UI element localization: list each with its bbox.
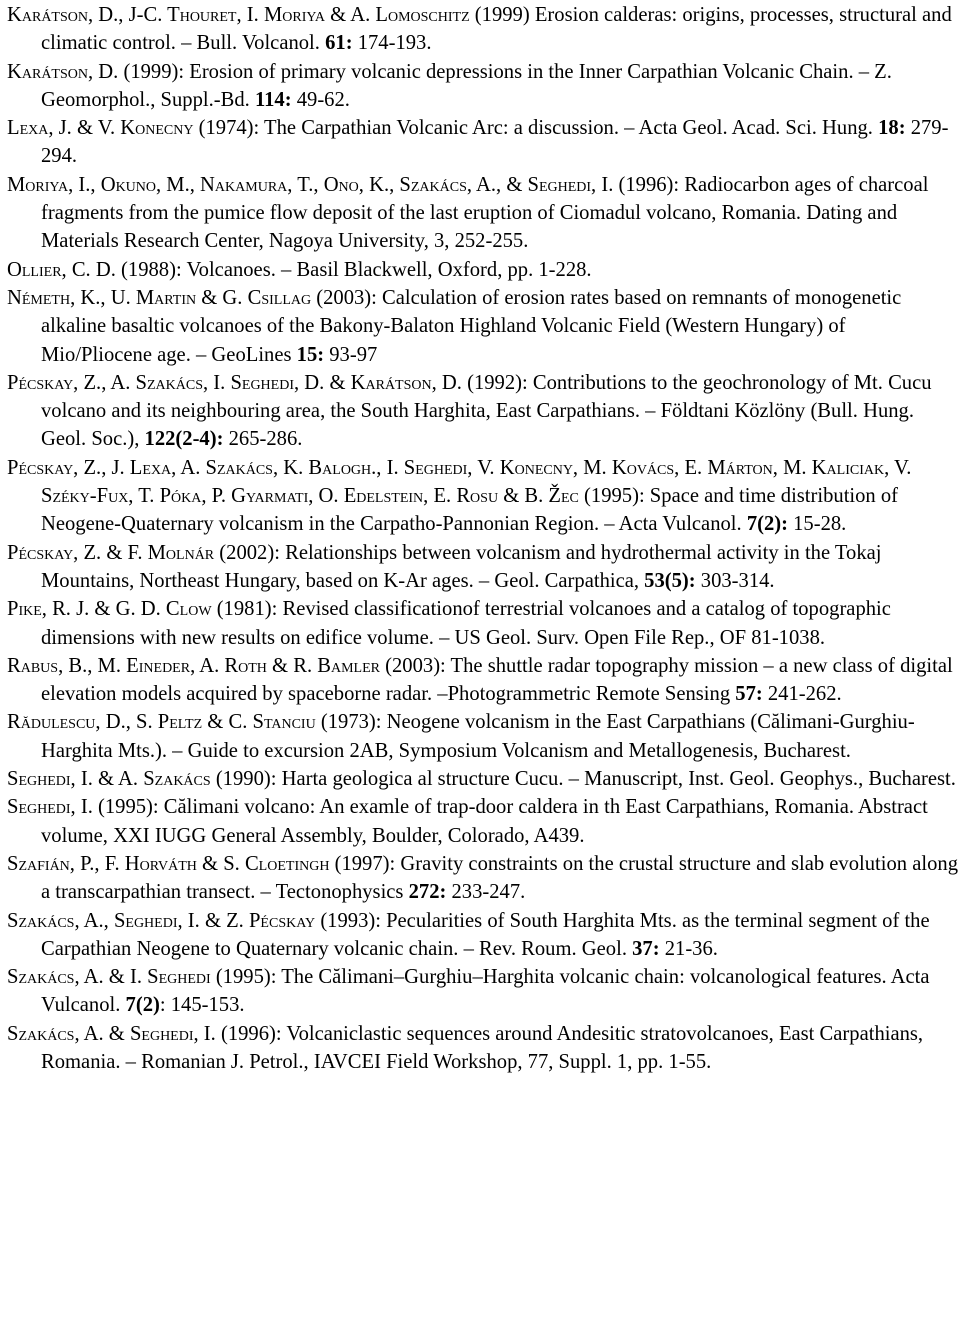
reference-text: (1999): Erosion of primary volcanic depressions in the Inner Carpathian Volcanic Chain. – Z. Geomorphol., Suppl.-Bd. [41,60,892,111]
reference-text: (1990): Harta geologica al structure Cucu. – Manuscript, Inst. Geol. Geophys., Bucharest. [210,768,956,791]
reference-text: (1995): The Călimani–Gurghiu–Harghita volcanic chain: volcanological features. Acta Vulcanol. [41,966,930,1017]
reference-entry [7,963,960,1020]
reference-authors: Szakács, A. & I. Seghedi [7,966,211,989]
reference-authors: Seghedi, I. [7,796,93,819]
reference-volume: 37: [632,937,660,960]
reference-entry [7,1020,960,1077]
reference-text: (1997): Gravity constraints on the crustal structure and slab evolution along a transcarpathian transect. – Tectonophysics [41,852,958,904]
reference-text: 279-294. [41,117,949,168]
reference-text: (1981): Revised classificationof terrestrial volcanoes and a catalog of topographic dimensions with new results on edifice volume. – US Geol. Surv. Open File Rep., OF 81-1038. [41,598,891,649]
reference-entry [7,256,960,284]
reference-authors: Szafián, P., F. Horváth & S. Cloetingh [7,852,330,875]
reference-volume: 61: [325,32,353,55]
reference-authors: Karátson, D. [7,60,119,83]
reference-volume: 15: [296,343,325,366]
reference-text: (1974): The Carpathian Volcanic Arc: a discussion. – Acta Geol. Acad. Sci. Hung. [193,117,879,140]
reference-entry [7,850,960,907]
reference-text: (1999) Erosion calderas: origins, processes, structural and climatic control. – Bull. Volcanol. [41,4,952,55]
reference-authors: Rădulescu, D., S. Peltz & C. Stanciu [7,711,316,734]
reference-entry [7,793,960,850]
reference-volume: 7(2) [125,994,160,1017]
reference-authors: Karátson, D., J-C. Thouret, I. Moriya & A. Lomoschitz [7,4,470,26]
reference-authors: Pécskay, Z., J. Lexa, A. Szakács, K. Balogh., I. Seghedi, V. Konecny, M. Kovács, E. Márton, M. Kaliciak, V. Széky-Fux, T. Póka, P. Gyarmati, O. Edelstein, E. Rosu & B. Žec [7,456,912,508]
reference-text: (2002): Relationships between volcanism and hydrothermal activity in the Tokaj Mountains, Northeast Hungary, based on K-Ar ages. – Geol. Carpathica, [41,541,882,592]
reference-text: 15-28. [787,513,847,536]
reference-entry [7,765,960,793]
reference-entry [7,595,960,652]
reference-volume: 114: [254,88,292,111]
reference-entry [7,171,960,256]
reference-volume: 272: [408,881,447,904]
reference-text: (1995): Space and time distribution of Neogene-Quaternary volcanism in the Carpatho-Pannonian Region. – Acta Vulcanol. [41,485,899,536]
reference-authors: Ollier, C. D. [7,258,116,281]
reference-text: (1996): Volcaniclastic sequences around Andesitic stratovolcanoes, East Carpathians, Romania. – Romanian J. Petrol., IAVCEI Field Workshop, 77, Suppl. 1, pp. 1-55. [41,1022,924,1073]
reference-authors: Seghedi, I. & A. Szakács [7,768,211,791]
reference-list [7,1,960,1076]
reference-text: 49-62. [291,88,350,111]
reference-text: (2003): The shuttle radar topography mission – a new class of digital elevation models acquired by spaceborne radar. –Photogrammetric Remote Sensing [41,654,953,706]
reference-text: (1995): Călimani volcano: An examle of trap-door caldera in th East Carpathians, Romania. Abstract volume, XXI IUGG General Assembly, Boulder, Colorado, A439. [41,796,928,847]
reference-volume: 57: [735,683,763,706]
reference-authors: Lexa, J. & V. Konecny [7,117,194,140]
reference-authors: Moriya, I., Okuno, M., Nakamura, T., Ono, K., Szakács, A., & Seghedi, I. [7,173,614,196]
reference-text: (1973): Neogene volcanism in the East Carpathians (Călimani-Gurghiu-Harghita Mts.). – Guide to excursion 2AB, Symposium Volcanism and Metallogenesis, Bucharest. [41,711,915,762]
reference-text: 174-193. [352,32,432,55]
reference-text: 21-36. [659,937,718,960]
reference-text: : 145-153. [159,994,245,1017]
reference-text: 265-286. [223,428,303,451]
reference-entry [7,58,960,115]
reference-text: (1992): Contributions to the geochronology of Mt. Cucu volcano and its neighbouring area, the South Harghita, East Carpathians. – Földtani Közlöny (Bull. Hung. Geol. Soc.), [41,371,932,451]
reference-volume: 18: [878,117,906,140]
reference-volume: 7(2): [746,513,788,536]
reference-entry [7,114,960,171]
reference-text: 233-247. [446,881,526,904]
reference-volume: 122(2-4): [144,428,224,451]
reference-authors: Pécskay, Z., A. Szakács, I. Seghedi, D. & Karátson, D. [7,371,462,394]
reference-authors: Szakács, A., Seghedi, I. & Z. Pécskay [7,909,316,932]
reference-text: (1988): Volcanoes. – Basil Blackwell, Oxford, pp. 1-228. [115,258,592,281]
reference-entry [7,1,960,58]
reference-text: 93-97 [324,343,378,366]
reference-entry [7,539,960,596]
reference-text: 241-262. [762,683,842,706]
reference-authors: Németh, K., U. Martin & G. Csillag [7,286,312,309]
reference-entry [7,652,960,709]
reference-entry [7,907,960,964]
reference-entry [7,284,960,369]
reference-text: (1996): Radiocarbon ages of charcoal fragments from the pumice flow deposit of the last eruption of Ciomadul volcano, Romania. Dating and Materials Research Center, Nagoya University, 3, 252-255. [41,173,929,253]
reference-entry [7,369,960,454]
reference-text: (2003): Calculation of erosion rates based on remnants of monogenetic alkaline basaltic volcanoes of the Bakony-Balaton Highland Volcanic Field (Western Hungary) of Mio/Pliocene age. – GeoLines [41,286,902,366]
reference-authors: Szakács, A. & Seghedi, I. [7,1022,216,1045]
reference-authors: Pécskay, Z. & F. Molnár [7,541,215,564]
reference-text: (1993): Pecularities of South Harghita Mts. as the terminal segment of the Carpathian Neogene to Quaternary volcanic chain. – Rev. Roum. Geol. [41,909,930,960]
reference-entry [7,708,960,765]
reference-authors: Rabus, B., M. Eineder, A. Roth & R. Bamler [7,654,380,677]
reference-entry [7,454,960,539]
reference-authors: Pike, R. J. & G. D. Clow [7,598,212,621]
reference-volume: 53(5): [644,569,696,592]
reference-text: 303-314. [695,569,775,592]
